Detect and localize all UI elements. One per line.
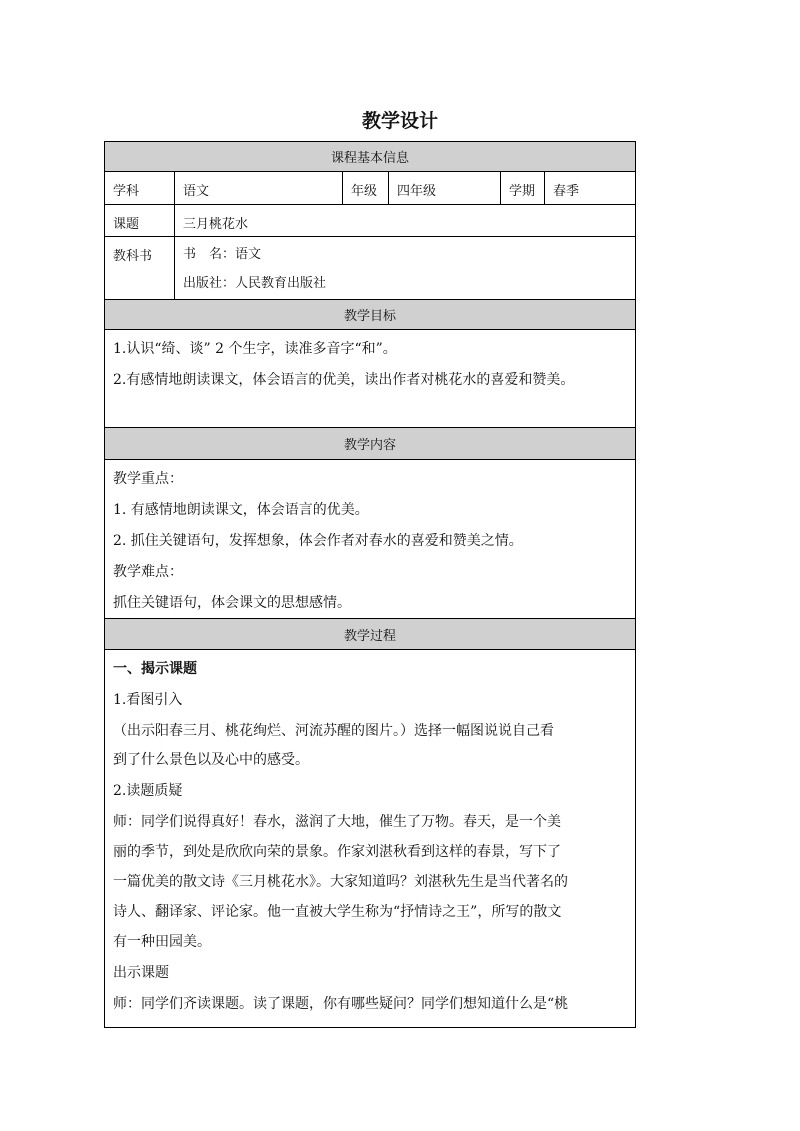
objectives-body [105, 330, 635, 428]
topic-label: 课题 [105, 205, 175, 236]
process-line: 出示课题 [113, 965, 169, 981]
subject-value: 语文 [175, 172, 343, 204]
process-line: 师：同学们齐读课题。读了课题，你有哪些疑问？同学们想知道什么是“桃 [113, 996, 569, 1012]
term-label: 学期 [501, 172, 545, 204]
process-line: 2.读题质疑 [113, 783, 183, 799]
textbook-label: 教科书 [105, 237, 175, 299]
page-title: 教学设计 [361, 110, 438, 132]
process-line: 一篇优美的散文诗《三月桃花水》。大家知道吗？刘湛秋先生是当代著名的 [113, 874, 568, 890]
term-value: 春季 [553, 184, 580, 199]
process-section-title: 一、揭示课题 [113, 661, 197, 677]
objective-item-2: 2.有感情地朗读课文，体会语言的优美，读出作者对桃花水的喜爱和赞美。 [113, 372, 575, 388]
subject-label: 学科 [105, 172, 175, 204]
textbook-value [175, 237, 635, 299]
key-point-2: 2. 抓住关键语句，发挥想象，体会作者对春水的喜爱和赞美之情。 [113, 533, 523, 549]
process-body [105, 650, 635, 1028]
difficulty-label: 教学难点： [113, 564, 183, 580]
process-header: 教学过程 [105, 619, 635, 650]
process-line: （出示阳春三月、桃花绚烂、河流苏醒的图片。）选择一幅图说说自己看 [113, 723, 554, 739]
basic-info-row [105, 172, 635, 205]
topic-row [105, 205, 635, 237]
process-line: 丽的季节，到处是欣欣向荣的景象。作家刘湛秋看到这样的春景，写下了 [113, 844, 561, 860]
grade-value: 四年级 [389, 172, 501, 204]
book-name-line: 书 名：语文 [183, 247, 262, 262]
grade-label: 年级 [343, 172, 389, 204]
objectives-header: 教学目标 [105, 300, 635, 330]
content-body [105, 460, 635, 619]
topic-value: 三月桃花水 [183, 217, 249, 232]
objective-item-1: 1.认识“绮、谈” 2 个生字，读准多音字“和”。 [113, 341, 397, 357]
lesson-plan-table [104, 141, 636, 1028]
key-points-label: 教学重点： [113, 471, 183, 487]
textbook-row [105, 237, 635, 300]
process-line: 诗人、翻译家、评论家。他一直被大学生称为“抒情诗之王”，所写的散文 [113, 904, 562, 920]
publisher-line: 出版社：人民教育出版社 [183, 276, 327, 291]
key-point-1: 1. 有感情地朗读课文，体会语言的优美。 [113, 502, 369, 518]
difficulty-text: 抓住关键语句，体会课文的思想感情。 [113, 595, 351, 611]
process-line: 到了什么景色以及心中的感受。 [113, 752, 309, 768]
process-line: 师：同学们说得真好！春水，滋润了大地，催生了万物。春天，是一个美 [113, 814, 561, 830]
process-line: 有一种田园美。 [113, 934, 211, 950]
process-line: 1.看图引入 [113, 692, 183, 708]
content-header: 教学内容 [105, 428, 635, 460]
basic-info-header: 课程基本信息 [105, 142, 635, 172]
